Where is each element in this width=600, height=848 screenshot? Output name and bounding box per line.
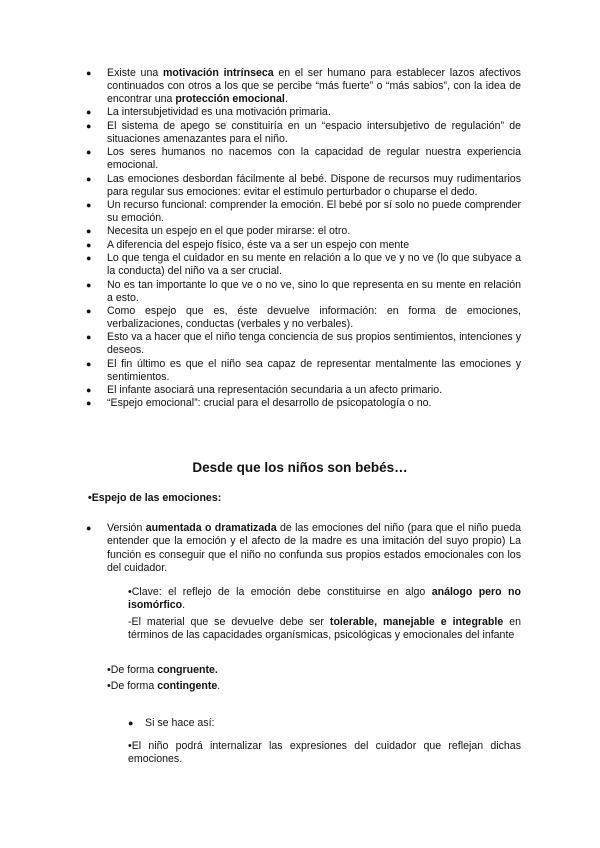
bold-text: congruente. bbox=[157, 664, 218, 676]
text-run: . bbox=[182, 599, 186, 612]
bold-text: tolerable, manejable e integrable bbox=[329, 616, 504, 628]
text-run: . bbox=[217, 680, 221, 692]
list-item bbox=[0, 173, 600, 199]
bold-text: análogo pero no isomórfico bbox=[128, 586, 521, 612]
text-run: •De forma bbox=[107, 680, 158, 692]
bullet-marker: ● bbox=[86, 279, 92, 290]
section-label: •Espejo de las emociones: bbox=[88, 492, 222, 504]
text-run: No es tan importante lo que ve o no ve, sino lo que representa en su mente en relación a esto. bbox=[107, 278, 521, 304]
list-item bbox=[0, 225, 600, 238]
bullet-marker: ● bbox=[86, 332, 92, 343]
list-item bbox=[0, 199, 600, 225]
list-item bbox=[0, 252, 600, 278]
version-text bbox=[107, 522, 521, 574]
bullet-marker: ● bbox=[86, 199, 92, 210]
list-item bbox=[0, 67, 600, 106]
clave-text bbox=[128, 586, 521, 611]
el-nino-item: •El niño podrá internalizar las expresiones del cuidador que reflejan dichas emociones. bbox=[128, 740, 521, 766]
bullet-marker: ● bbox=[86, 173, 92, 184]
bullet-marker: ● bbox=[86, 385, 92, 396]
main-bullet-list bbox=[0, 67, 600, 411]
bullet-marker: ● bbox=[86, 398, 92, 409]
section-heading: Desde que los niños son bebés… bbox=[192, 460, 408, 475]
list-item bbox=[0, 106, 600, 119]
text-run: en términos de las capacidades organísmicas, psicológicas y emocionales del infante bbox=[128, 616, 521, 642]
list-item bbox=[0, 120, 600, 146]
bold-text: contingente bbox=[157, 680, 218, 692]
list-item bbox=[0, 279, 600, 305]
list-item bbox=[0, 384, 600, 397]
bullet-marker: ● bbox=[128, 718, 134, 728]
bold-text: aumentada o dramatizada bbox=[145, 522, 277, 534]
bold-text: motivación intrínseca bbox=[162, 67, 274, 79]
text-run: -El material que se devuelve debe ser bbox=[128, 616, 330, 628]
bullet-marker: ● bbox=[86, 107, 92, 118]
bullet-marker: ● bbox=[86, 523, 92, 533]
list-item bbox=[0, 397, 600, 410]
text-run: Como espejo que es, éste devuelve información: en forma de emociones, verbalizaciones, conductas (verbales y no verbales). bbox=[107, 304, 521, 330]
list-item bbox=[0, 358, 600, 384]
text-run: •Clave: el reflejo de la emoción debe constituirse en algo bbox=[128, 586, 432, 598]
bullet-marker: ● bbox=[86, 147, 92, 158]
text-run: Existe una bbox=[107, 67, 163, 79]
text-run: El infante asociará una representación secundaria a un afecto primario. bbox=[107, 384, 443, 397]
text-run: Las emociones desbordan fácilmente al bebé. Dispone de recursos muy rudimentarios para regular sus emociones: evitar el estímulo perturbador o chuparse el dedo. bbox=[107, 172, 521, 198]
text-run: •De forma bbox=[107, 664, 158, 676]
list-item bbox=[0, 305, 600, 331]
bullet-marker: ● bbox=[86, 68, 92, 78]
bullet-marker: ● bbox=[86, 226, 92, 237]
text-run: Los seres humanos no nacemos con la capacidad de regular nuestra experiencia emocional. bbox=[107, 146, 521, 172]
bullet-marker: ● bbox=[86, 305, 92, 316]
text-run: El sistema de apego se constituiría en un “espacio intersubjetivo de regulación” de situaciones amenazantes para el niño. bbox=[107, 119, 521, 145]
material-text bbox=[128, 616, 521, 641]
si-se-hace-text: Si se hace así: bbox=[145, 717, 215, 729]
material-item bbox=[128, 616, 521, 643]
bold-text: protección emocional bbox=[175, 93, 285, 105]
text-run: Versión bbox=[107, 522, 146, 534]
bullet-marker: ● bbox=[86, 253, 92, 264]
forma-congruente bbox=[107, 664, 218, 677]
list-item bbox=[0, 331, 600, 357]
version-item bbox=[86, 522, 521, 575]
text-run: de las emociones del niño (para que el niño pueda entender que la emoción y el afecto de la madre es una imitación del suyo propio) La función es conseguir que el niño no confunda sus propios estados emocionales con los del cuidador. bbox=[107, 522, 521, 574]
text-run: A diferencia del espejo físico, éste va a ser un espejo con mente bbox=[107, 238, 410, 251]
list-item bbox=[0, 239, 600, 252]
clave-item bbox=[128, 586, 521, 613]
text-run: El fin último es que el niño sea capaz de representar mentalmente las emociones y sentimientos. bbox=[107, 357, 521, 383]
text-run: Un recurso funcional: comprender la emoción. El bebé por sí solo no puede comprender su emoción. bbox=[107, 198, 521, 224]
text-run: en el ser humano para establecer lazos afectivos continuados con otros a los que se percibe “más fuerte” o “más sabios”, con la idea de encontrar una bbox=[107, 67, 521, 105]
text-run: Esto va a hacer que el niño tenga conciencia de sus propios sentimientos, intenciones y deseos. bbox=[107, 331, 521, 357]
bullet-marker: ● bbox=[86, 358, 92, 369]
forma-congruente-text bbox=[107, 664, 218, 676]
text-run: Necesita un espejo en el que poder mirarse: el otro. bbox=[107, 225, 351, 238]
forma-contingente-text bbox=[107, 680, 220, 692]
text-run: . bbox=[284, 93, 288, 105]
text-run: “Espejo emocional”: crucial para el desarrollo de psicopatología o no. bbox=[107, 397, 432, 410]
text-run: Lo que tenga el cuidador en su mente en relación a lo que ve y no ve (lo que subyace a la conducta) del niño va a ser crucial. bbox=[107, 252, 521, 278]
list-item bbox=[0, 146, 600, 172]
forma-contingente bbox=[107, 680, 220, 693]
bullet-marker: ● bbox=[86, 239, 92, 250]
text-run: La intersubjetividad es una motivación primaria. bbox=[107, 106, 331, 119]
bullet-marker: ● bbox=[86, 120, 92, 131]
